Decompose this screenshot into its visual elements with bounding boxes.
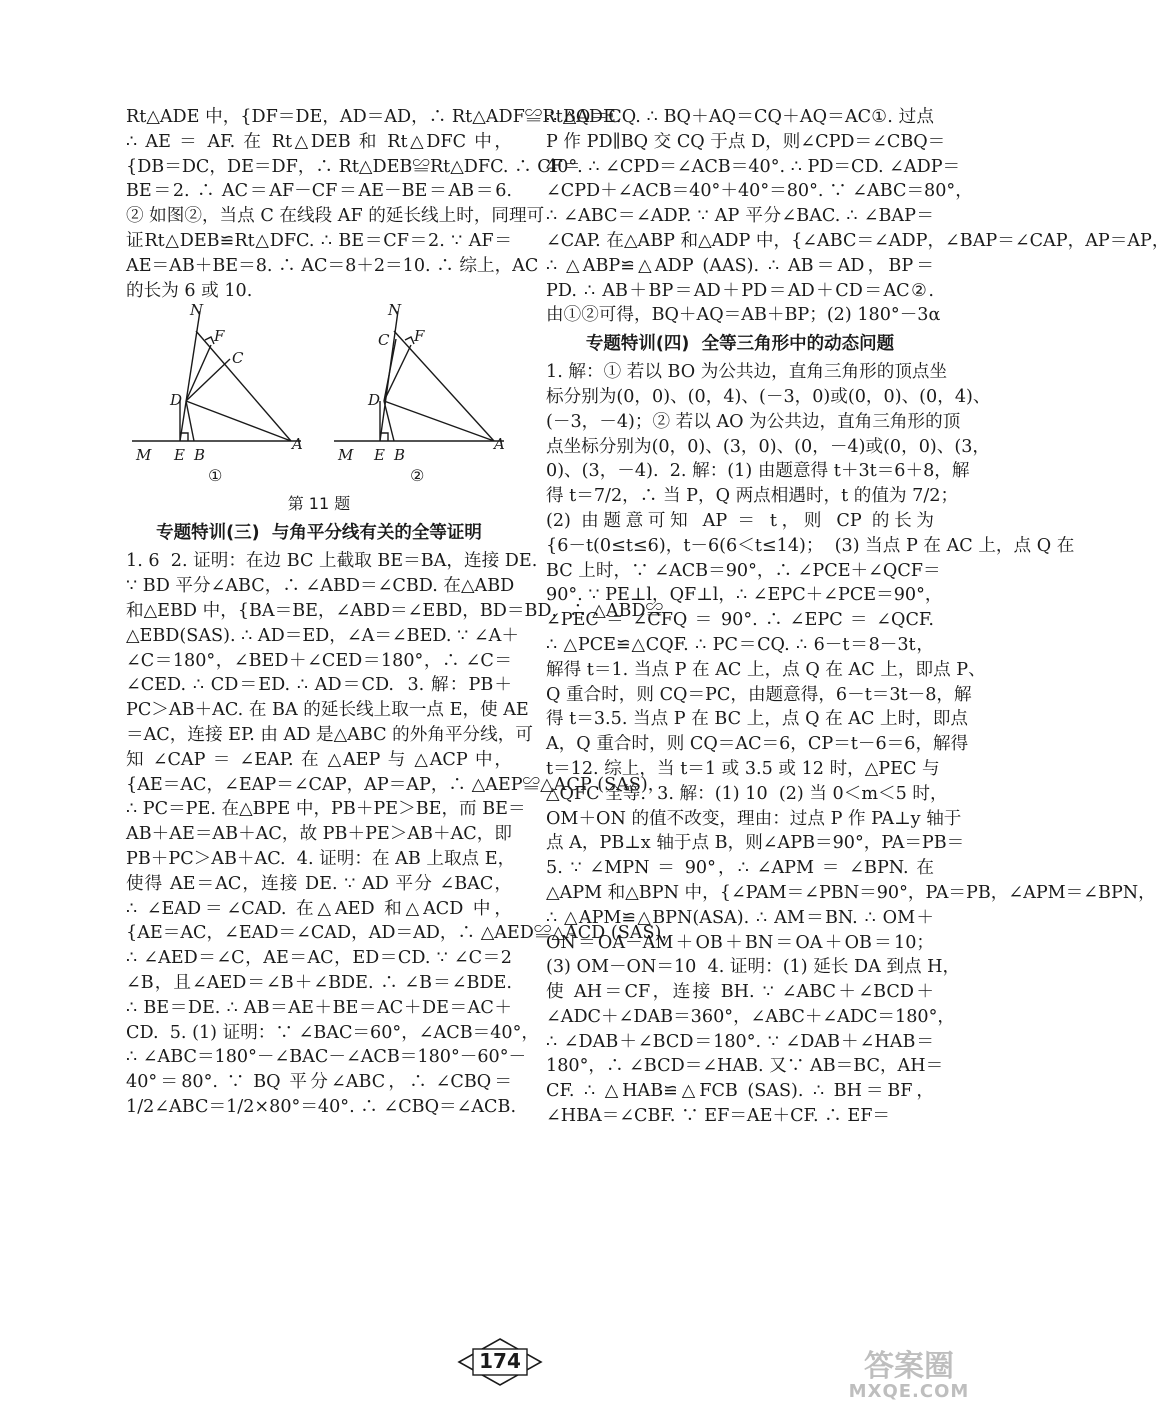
text-line: ∵ BD 平分∠ABC，∴ ∠ABD＝∠CBD. 在△ABD (126, 576, 515, 597)
fig2-right-angle-F (405, 337, 414, 344)
text-line: PD. ∴ AB＋BP＝AD＋PD＝AD＋CD＝AC②. (546, 280, 934, 301)
text-line: {AE＝AC，∠EAD＝∠CAD，AD＝AD，∴ △AED≌△ACD (SAS)， (126, 923, 680, 944)
text-line: ∠CAP. 在△ABP 和△ADP 中，{∠ABC＝∠ADP，∠BAP＝∠CAP，AP＝AP， (546, 230, 1169, 251)
text-line: ② 如图②，当点 C 在线段 AF 的延长线上时，同理可 (126, 206, 545, 227)
text-line: PC＞AB＋AC. 在 BA 的延长线上取一点 E，使 AE (126, 700, 529, 721)
fig2-label-M: M (338, 446, 354, 465)
text-line: ∴ BQ＝CQ. ∴ BQ＋AQ＝CQ＋AQ＝AC①. 过点 (546, 107, 934, 127)
fig2-number: ② (410, 466, 425, 486)
text-line: 解得 t＝1. 当点 P 在 AC 上，点 Q 在 AC 上，即点 P、 (546, 659, 986, 680)
fig1-label-A: A (292, 435, 303, 454)
text-line: PB＋PC＞AB＋AC. 4. 证明：在 AB 上取点 E， (126, 848, 516, 869)
fig2-label-D: D (368, 391, 381, 410)
text-line: ∴ ∠AED＝∠C，AE＝AC，ED＝CD. ∵ ∠C＝2 (126, 948, 512, 969)
text-line: 知 ∠CAP ＝ ∠EAP. 在 △AEP 与 △ACP 中， (126, 749, 512, 770)
figure-problem-11 (126, 303, 512, 491)
fig1-line-DA (186, 401, 291, 441)
fig2-label-N: N (388, 301, 402, 320)
text-line: A，Q 重合时，则 CQ＝AC＝6，CP＝t－6＝6，解得 (546, 734, 969, 755)
text-line: 40°＝80°. ∵ BQ 平分∠ABC，∴ ∠CBQ＝ (126, 1072, 512, 1093)
right-column (546, 105, 1169, 1129)
text-line: {AE＝AC，∠EAP＝∠CAP，AP＝AP，∴ △AEP≌△ACP (SAS)， (126, 774, 666, 795)
fig1-label-F: F (214, 327, 225, 346)
text-line: ∠C＝180°，∠BED＋∠CED＝180°，∴ ∠C＝ (126, 650, 512, 671)
text-line: △EBD(SAS). ∴ AD＝ED，∠A＝∠BED. ∵ ∠A＋ (126, 625, 519, 646)
text-line: ∠CED. ∴ CD＝ED. ∴ AD＝CD. 3. 解：PB＋ (126, 675, 512, 696)
fig1-number: ① (208, 466, 223, 486)
text-line: AB＋AE＝AB＋AC，故 PB＋PE＞AB＋AC，即 (126, 824, 512, 845)
left-column (126, 105, 680, 1120)
text-line: 1. 解：① 若以 BO 为公共边，直角三角形的顶点坐 (546, 362, 948, 383)
fig1-line-DF (186, 345, 211, 401)
text-line: 点 A，PB⊥x 轴于点 B，则∠APB＝90°，PA＝PB＝ (546, 833, 965, 854)
geometry-figures (126, 303, 512, 491)
watermark-url: MXQE.COM (848, 1381, 970, 1402)
text-line: ∠ADC＋∠DAB＝360°，∠ABC＋∠ADC＝180°， (546, 1006, 955, 1027)
text-line: ∴ △ABP≌△ADP (AAS). ∴ AB＝AD，BP＝ (546, 255, 934, 276)
fig2-label-A: A (494, 435, 505, 454)
text-line: 的长为 6 或 10. (126, 280, 253, 301)
page-number: 174 (479, 1349, 521, 1373)
right-answer-block-b (546, 360, 1156, 1129)
text-line: △QFC 全等. 3. 解：(1) 10 (2) 当 0＜m＜5 时， (546, 783, 948, 804)
section-heading-3: 专题特训(三) 与角平分线有关的全等证明 (156, 523, 482, 544)
text-line: t＝12. 综上，当 t＝1 或 3.5 或 12 时，△PEC 与 (546, 758, 940, 779)
left-answer-block-a (126, 105, 622, 303)
section-heading-4: 专题特训(四) 全等三角形中的动态问题 (585, 334, 895, 355)
text-line: 使 AH＝CF，连接 BH. ∵ ∠ABC＋∠BCD＋ (546, 982, 934, 1003)
fig2-label-E: E (374, 446, 385, 465)
text-line: AE＝AB＋BE＝8. ∴ AC＝8＋2＝10. ∴ 综上，AC (126, 255, 539, 276)
text-line: ∴ ∠EAD＝∠CAD. 在△AED 和△ACD 中， (126, 898, 512, 919)
text-line: ∴ △PCE≌△CQF. ∴ PC＝CQ. ∴ 6－t＝8－3t， (546, 634, 934, 655)
fig1-label-N: N (190, 301, 204, 320)
text-line: {6－t(0≤t≤6)，t－6(6＜t≤14)； (3) 当点 P 在 AC 上，点 Q 在 (546, 535, 1075, 556)
watermark-logo (834, 1341, 984, 1411)
text-line: ∴ ∠DAB＋∠BCD＝180°. ∵ ∠DAB＋∠HAB＝ (546, 1031, 934, 1052)
fig2-line-DB (384, 401, 394, 441)
text-line: △APM 和△BPN 中，{∠PAM＝∠PBN＝90°，PA＝PB，∠APM＝∠BPN， (546, 882, 1156, 903)
text-line: ∴ ∠ABC＝180°－∠BAC－∠ACB＝180°－60°－ (126, 1047, 527, 1068)
text-line: 1/2∠ABC＝1/2×80°＝40°. ∴ ∠CBQ＝∠ACB. (126, 1096, 517, 1117)
text-line: (2) 由题意可知 AP ＝ t，则 CP 的长为 (546, 510, 934, 531)
fig1-label-D: D (170, 391, 183, 410)
text-line: ∴ AE ＝ AF. 在 Rt△DEB 和 Rt△DFC 中， (126, 131, 512, 152)
text-line: 证Rt△DEB≌Rt△DFC. ∴ BE＝CF＝2. ∵ AF＝ (126, 230, 512, 251)
fig2-label-F: F (414, 327, 425, 346)
fig1-line-DC (186, 359, 230, 401)
text-line: CF. ∴ △HAB≌△FCB (SAS). ∴ BH＝BF， (546, 1081, 934, 1102)
text-line: 0)、(3，－4). 2. 解：(1) 由题意得 t＋3t＝6＋8，解 (546, 461, 970, 482)
fig1-label-B: B (194, 446, 206, 465)
fig2-line-DF (384, 345, 411, 401)
text-line: OM＋ON 的值不改变，理由：过点 P 作 PA⊥y 轴于 (546, 808, 962, 829)
text-line: 标分别为(0，0)、(0，4)、(－3，0)或(0，0)、(0，4)、 (546, 386, 991, 407)
text-line: 和△EBD 中，{BA＝BE，∠ABD＝∠EBD，BD＝BD，∴ △ABD≌ (126, 600, 664, 621)
fig1-label-C: C (232, 349, 244, 368)
fig1-line-DB (186, 401, 194, 441)
text-line: ∠B，且∠AED＝∠B＋∠BDE. ∴ ∠B＝∠BDE. (126, 972, 512, 993)
fig2-line-CA (394, 331, 494, 441)
text-line: Rt△ADE 中，{DF＝DE，AD＝AD，∴ Rt△ADF≌Rt△ADE. (126, 107, 622, 127)
text-line: CD. 5. (1) 证明：∵ ∠BAC＝60°，∠ACB＝40°， (126, 1022, 539, 1043)
fig1-label-M: M (136, 446, 152, 465)
text-line: BC 上时，∵ ∠ACB＝90°，∴ ∠PCE＋∠QCF＝ (546, 560, 941, 581)
fig2-line-DA (384, 401, 494, 441)
text-line: 180°，∴ ∠BCD＝∠HAB. 又∵ AB＝BC，AH＝ (546, 1056, 944, 1077)
text-line: 得 t＝3.5. 当点 P 在 BC 上，点 Q 在 AC 上时，即点 (546, 709, 969, 730)
text-line: (－3，－4)；② 若以 AO 为公共边，直角三角形的顶 (546, 411, 961, 432)
text-line: Q 重合时，则 CQ＝PC，由题意得，6－t＝3t－8，解 (546, 684, 972, 705)
text-line: 得 t＝7/2，∴ 当 P，Q 两点相遇时，t 的值为 7/2； (546, 486, 959, 507)
fig1-label-E: E (174, 446, 185, 465)
text-line: ∠HBA＝∠CBF. ∵ EF＝AE＋CF. ∴ EF＝ (546, 1106, 891, 1127)
text-line: ＝AC，连接 EP. 由 AD 是△ABC 的外角平分线，可 (126, 724, 533, 745)
text-line: 由①②可得，BQ＋AQ＝AB＋BP；(2) 180°－3α (546, 305, 941, 326)
text-line: P 作 PD∥BQ 交 CQ 于点 D，则∠CPD＝∠CBQ＝ (546, 131, 946, 152)
text-line: (3) OM－ON＝10 4. 证明：(1) 延长 DA 到点 H， (546, 957, 961, 978)
text-line: 点坐标分别为(0，0)、(3，0)、(0，－4)或(0，0)、(3， (546, 436, 991, 457)
text-line: 5. ∵ ∠MPN ＝ 90°，∴ ∠APM ＝ ∠BPN. 在 (546, 858, 934, 879)
text-line: ∠CPD＋∠ACB＝40°＋40°＝80°. ∵ ∠ABC＝80°， (546, 181, 973, 202)
text-line: ∠PEC ＝ ∠CFQ ＝ 90°. ∴ ∠EPC ＝ ∠QCF. (546, 610, 934, 631)
fig2-label-C: C (378, 331, 390, 350)
fig2-label-B: B (394, 446, 406, 465)
watermark-main-text: 答案圈 (864, 1349, 954, 1384)
text-line: 1. 6 2. 证明：在边 BC 上截取 BE＝BA，连接 DE. (126, 551, 538, 572)
text-line: ∴ △APM≌△BPN(ASA). ∴ AM＝BN. ∴ OM＋ (546, 907, 934, 928)
figure-caption: 第 11 题 (287, 494, 351, 514)
text-line: ∴ PC＝PE. 在△BPE 中，PB＋PE＞BE，而 BE＝ (126, 799, 526, 820)
text-line: 90°. ∵ PE⊥l，QF⊥l，∴ ∠EPC＋∠PCE＝90°， (546, 585, 943, 606)
text-line: ON＝OA－AM＋OB＋BN＝OA＋OB＝10； (546, 932, 934, 953)
right-answer-block-a (546, 105, 1169, 328)
left-answer-block-b (126, 549, 680, 1119)
text-line: BE＝2. ∴ AC＝AF－CF＝AE－BE＝AB＝6. (126, 181, 512, 202)
text-line: ∴ ∠ABC＝∠ADP. ∵ AP 平分∠BAC. ∴ ∠BAP＝ (546, 206, 934, 227)
text-line: ∴ BE＝DE. ∴ AB＝AE＋BE＝AC＋DE＝AC＋ (126, 997, 512, 1018)
page-number-badge (455, 1337, 545, 1387)
text-line: {DB＝DC，DE＝DF，∴ Rt△DEB≌Rt△DFC. ∴ CF＝ (126, 156, 581, 177)
text-line: 40°. ∴ ∠CPD＝∠ACB＝40°. ∴ PD＝CD. ∠ADP＝ (546, 156, 961, 177)
text-line: 使得 AE＝AC，连接 DE. ∵ AD 平分 ∠BAC， (126, 873, 512, 894)
